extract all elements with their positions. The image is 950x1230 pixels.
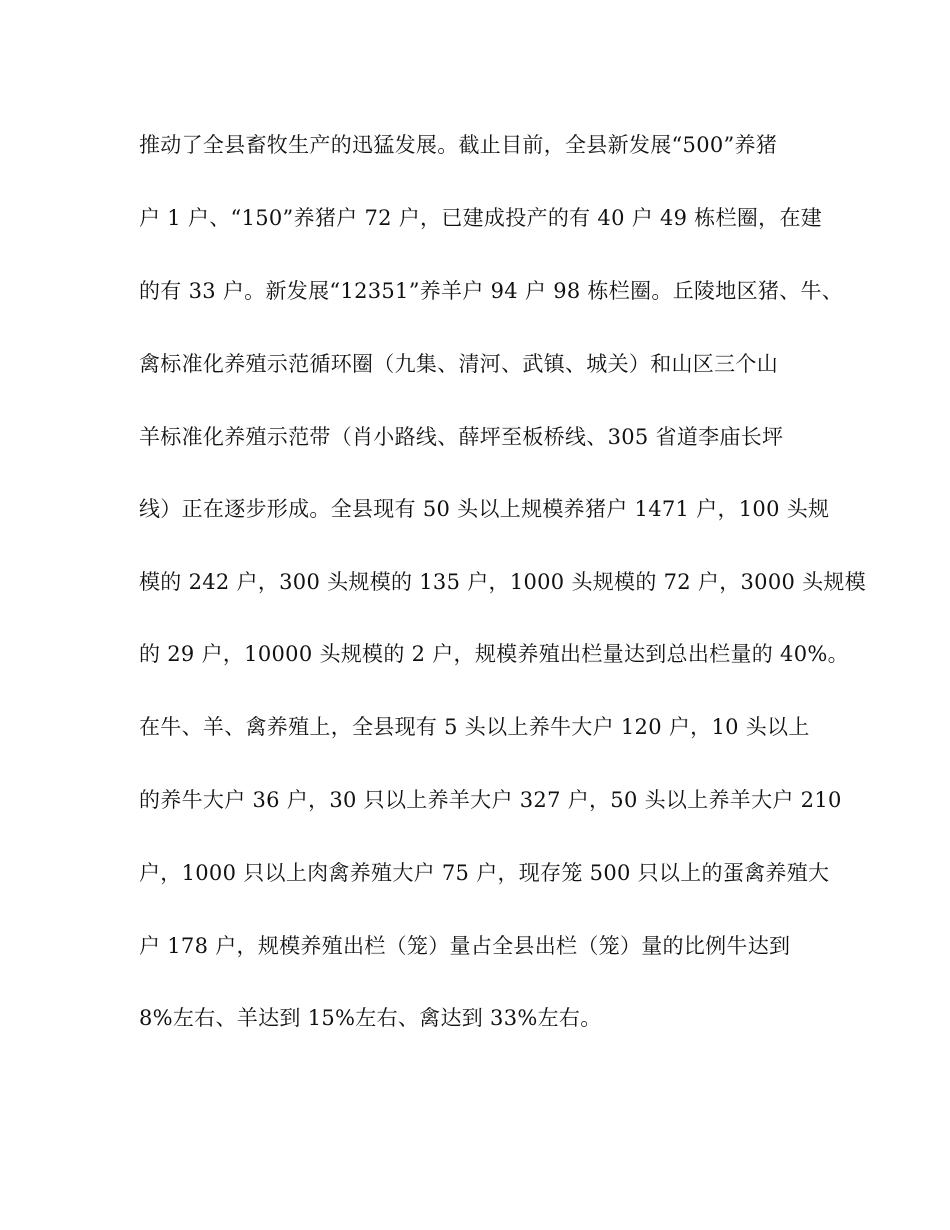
text-line: 线）正在逐步形成。全县现有 50 头以上规模养猪户 1471 户，100 头规: [139, 497, 830, 521]
text-line: 户 1 户、“150”养猪户 72 户，已建成投产的有 40 户 49 栋栏圈，在建: [139, 206, 823, 230]
text-line: 推动了全县畜牧生产的迅猛发展。截止目前，全县新发展“500”养猪: [139, 133, 778, 157]
text-line: 的养牛大户 36 户，30 只以上养羊大户 327 户，50 头以上养羊大户 210: [139, 788, 842, 812]
text-line: 在牛、羊、禽养殖上，全县现有 5 头以上养牛大户 120 户，10 头以上: [139, 715, 810, 739]
text-line: 羊标准化养殖示范带（肖小路线、薛坪至板桥线、305 省道李庙长坪: [139, 425, 784, 449]
text-line: 户 178 户，规模养殖出栏（笼）量占全县出栏（笼）量的比例牛达到: [139, 934, 791, 958]
text-line: 的有 33 户。新发展“12351”养羊户 94 户 98 栋栏圈。丘陵地区猪、牛、: [139, 279, 844, 303]
text-line: 的 29 户，10000 头规模的 2 户，规模养殖出栏量达到总出栏量的 40%。: [139, 642, 849, 666]
text-line: 8%左右、羊达到 15%左右、禽达到 33%左右。: [139, 1006, 602, 1030]
text-line: 户，1000 只以上肉禽养殖大户 75 户，现存笼 500 只以上的蛋禽养殖大: [139, 861, 830, 885]
text-line: 禽标准化养殖示范循环圈（九集、清河、武镇、城关）和山区三个山: [139, 352, 778, 376]
text-line: 模的 242 户，300 头规模的 135 户，1000 头规模的 72 户，3000 头规模: [139, 570, 867, 594]
